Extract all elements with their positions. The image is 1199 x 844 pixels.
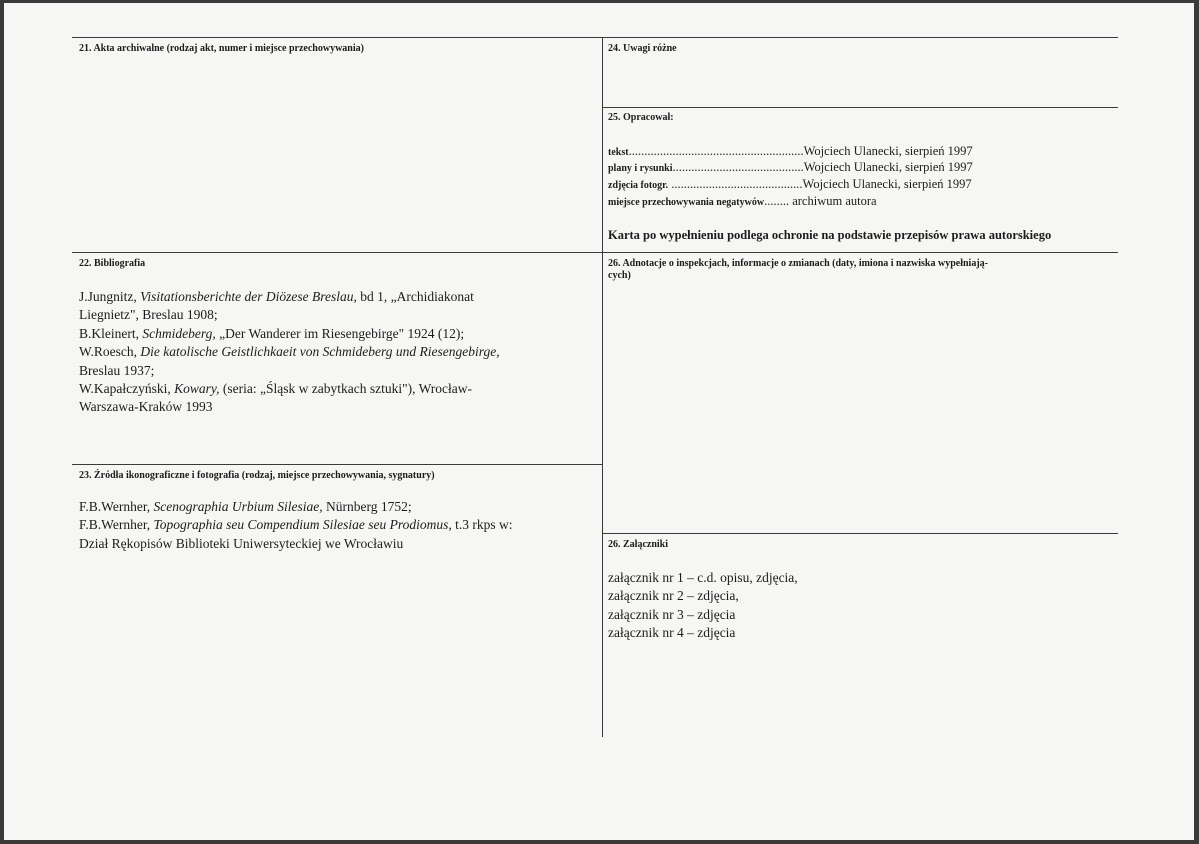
bibliography-entry	[79, 380, 500, 398]
work-title: Scenographia Urbium Silesiae,	[153, 499, 323, 514]
iconography-list	[79, 498, 513, 553]
rule-25-26	[602, 252, 1118, 253]
author: F.B.Wernher,	[79, 517, 154, 533]
section-23-heading: 23. Źródła ikonograficzne i fotografia (rodzaj, miejsce przechowywania, sygnatury)	[79, 470, 435, 481]
bibliography-list	[79, 288, 500, 417]
bibliography-entry	[79, 288, 500, 306]
author-row-value: archiwum autora	[792, 194, 877, 208]
heading-line: 26. Adnotacje o inspekcjach, informacje o zmianach (daty, imiona i nazwiska wypełniają-	[608, 258, 988, 269]
author-row-label: zdjęcia fotogr.	[608, 180, 669, 191]
attachments-list	[608, 569, 798, 643]
bibliography-entry	[79, 343, 500, 361]
work-title: Die katolische Geistlichkaeit von Schmideberg und Riesengebirge,	[140, 344, 500, 360]
dot-leader: ........	[764, 194, 790, 208]
section-25-heading: 25. Opracował:	[608, 112, 674, 123]
rule-26-26	[602, 533, 1118, 534]
dot-leader: ..........................................	[672, 160, 804, 174]
attachment-item: załącznik nr 2 – zdjęcia,	[608, 588, 739, 604]
iconography-entry	[79, 498, 513, 516]
document-sheet	[4, 3, 1194, 840]
rule-21-22	[72, 252, 603, 253]
attachment-item: załącznik nr 1 – c.d. opisu, zdjęcia,	[608, 570, 798, 585]
bibliography-entry-cont: Breslau 1937;	[79, 362, 155, 378]
author: W.Kapałczyński,	[79, 381, 175, 397]
details: bd 1, „Archidiakonat	[356, 289, 474, 304]
details: „Der Wanderer im Riesengebirge" 1924 (12);	[215, 325, 465, 341]
details: t.3 rkps w:	[451, 517, 513, 533]
author-row-photos	[608, 176, 972, 194]
section-26-attachments-heading: 26. Załączniki	[608, 539, 669, 550]
author: W.Roesch,	[79, 344, 141, 360]
author-row-value: Wojciech Ulanecki, sierpień 1997	[803, 160, 973, 174]
iconography-entry	[79, 516, 513, 534]
rule-24-25	[602, 107, 1118, 108]
work-title: Kowary,	[174, 381, 220, 397]
heading-line: cych)	[608, 270, 631, 281]
author-row-negatives	[608, 193, 877, 211]
bibliography-entry-cont: Warszawa-Kraków 1993	[79, 399, 213, 415]
dot-leader: ..........................................	[671, 177, 803, 191]
section-26-inspections-heading	[608, 258, 988, 282]
author-row-label: tekst	[608, 147, 629, 158]
details: Nürnberg 1752;	[322, 499, 412, 514]
bibliography-entry-cont: Liegnietz", Breslau 1908;	[79, 307, 218, 323]
work-title: Schmideberg,	[142, 325, 216, 341]
work-title: Topographia seu Compendium Silesiae seu Prodiomus,	[153, 517, 452, 533]
author-row-label: plany i rysunki	[608, 163, 673, 174]
bibliography-entry	[79, 325, 500, 343]
section-24-heading: 24. Uwagi różne	[608, 43, 677, 54]
work-title: Visitationsberichte der Diözese Breslau,	[140, 289, 357, 304]
attachment-item: załącznik nr 4 – zdjęcia	[608, 625, 736, 641]
copyright-note: Karta po wypełnieniu podlega ochronie na podstawie przepisów prawa autorskiego	[608, 228, 1052, 242]
author: J.Jungnitz,	[79, 289, 141, 304]
dot-leader: ........................................................	[628, 144, 804, 158]
author-row-label: miejsce przechowywania negatywów	[608, 197, 765, 208]
author: B.Kleinert,	[79, 325, 143, 341]
section-22-heading: 22. Bibliografia	[79, 258, 146, 269]
rule-center	[602, 37, 603, 737]
author: F.B.Wernher,	[79, 499, 154, 514]
author-row-plans	[608, 159, 973, 177]
author-row-value: Wojciech Ulanecki, sierpień 1997	[803, 144, 973, 158]
section-21-heading: 21. Akta archiwalne (rodzaj akt, numer i miejsce przechowywania)	[79, 43, 364, 54]
author-row-value: Wojciech Ulanecki, sierpień 1997	[802, 177, 972, 191]
attachment-item: załącznik nr 3 – zdjęcia	[608, 606, 736, 622]
rule-top	[72, 37, 1118, 38]
iconography-entry-cont: Dział Rękopisów Biblioteki Uniwersyteckiej we Wrocławiu	[79, 535, 404, 551]
rule-22-23	[72, 464, 603, 465]
details: (seria: „Śląsk w zabytkach sztuki"), Wrocław-	[219, 381, 473, 397]
